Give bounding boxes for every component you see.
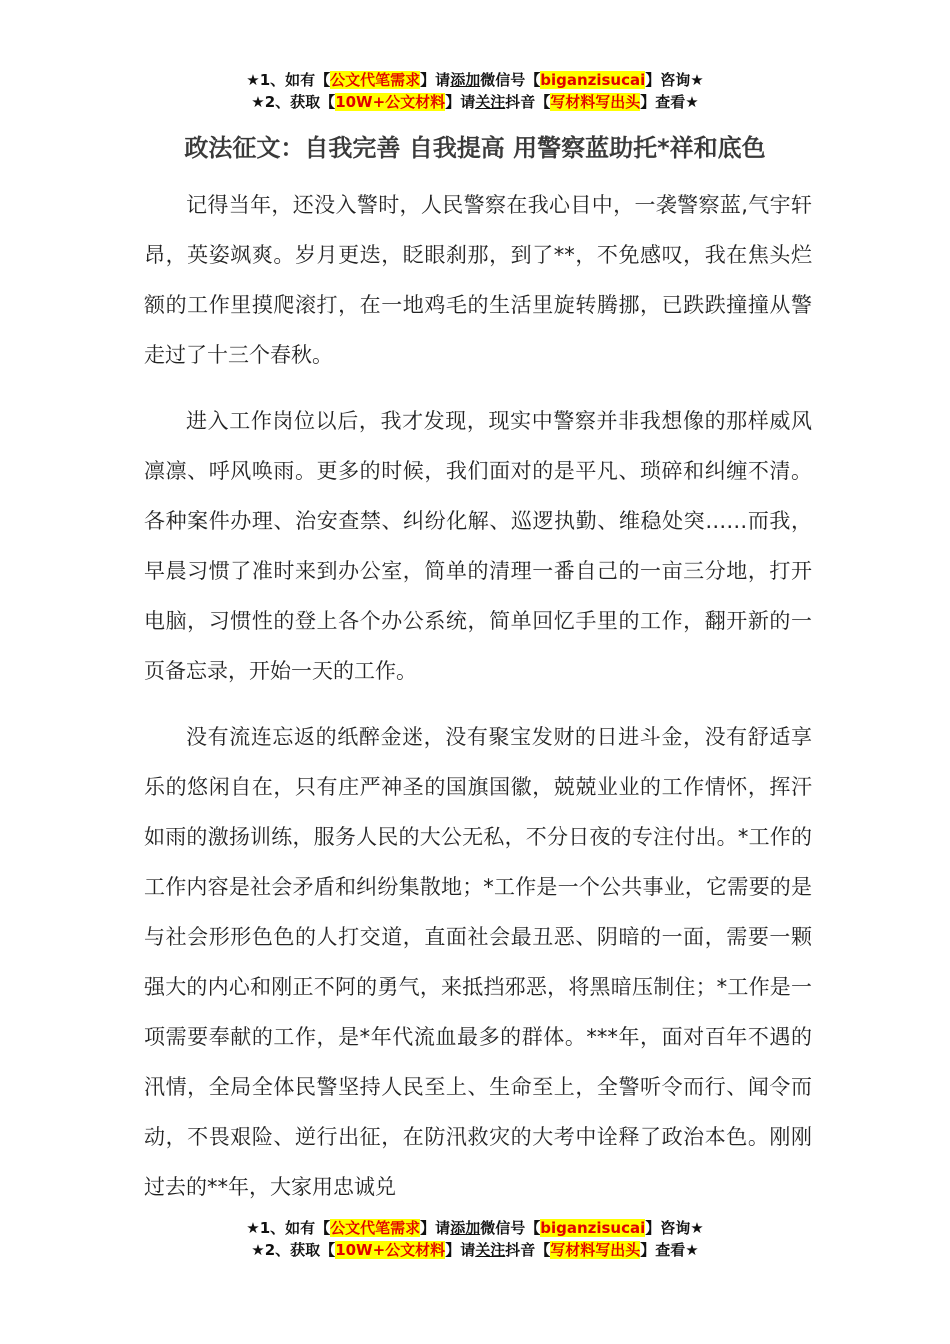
banner-text: 抖音【	[505, 1241, 551, 1259]
banner-line-1	[0, 69, 950, 91]
banner-highlight: 公文代笔需求	[330, 1219, 421, 1237]
banner-text: 】咨询★	[645, 1219, 704, 1237]
banner-highlight: 10W+公文材料	[335, 1241, 446, 1259]
document-title: 政法征文：自我完善 自我提高 用警察蓝助托*祥和底色	[184, 134, 766, 162]
banner-highlight: 公文代笔需求	[330, 71, 421, 89]
banner-highlight: biganzisucai	[540, 71, 646, 89]
banner-line-2	[0, 1239, 950, 1261]
banner-text: 】查看★	[640, 93, 699, 111]
banner-text: 】咨询★	[645, 71, 704, 89]
paragraph: 进入工作岗位以后，我才发现，现实中警察并非我想像的那样威风凛凛、呼风唤雨。更多的时候，我们面对的是平凡、琐碎和纠缠不清。各种案件办理、治安查禁、纠纷化解、巡逻执勤、维稳处突……而我，早晨习惯了准时来到办公室，简单的清理一番自己的一亩三分地，打开电脑，习惯性的登上各个办公系统，简单回忆手里的工作，翻开新的一页备忘录，开始一天的工作。	[144, 409, 812, 683]
banner-text: ★2、获取【	[251, 1241, 336, 1259]
banner-text: 】请	[445, 1241, 476, 1259]
banner-text: 】查看★	[640, 1241, 699, 1259]
document-body	[144, 180, 812, 1228]
paragraph: 记得当年，还没入警时，人民警察在我心目中，一袭警察蓝,气宇轩昂，英姿飒爽。岁月更迭，眨眼刹那，到了**，不免感叹，我在焦头烂额的工作里摸爬滚打，在一地鸡毛的生活里旋转腾挪，已跌跌撞撞从警走过了十三个春秋。	[144, 193, 812, 367]
banner-highlight: 写材料写出头	[550, 1241, 641, 1259]
banner-underline: 添加	[450, 71, 481, 89]
banner-text: 抖音【	[505, 93, 551, 111]
banner-text: ★2、获取【	[251, 93, 336, 111]
paragraph: 没有流连忘返的纸醉金迷，没有聚宝发财的日进斗金，没有舒适享乐的悠闲自在，只有庄严神圣的国旗国徽，兢兢业业的工作情怀，挥汗如雨的激扬训练，服务人民的大公无私，不分日夜的专注付出。*工作的工作内容是社会矛盾和纠纷集散地；*工作是一个公共事业，它需要的是与社会形形色色的人打交道，直面社会最丑恶、阴暗的一面，需要一颗强大的内心和刚正不阿的勇气，来抵挡邪恶，将黑暗压制住；*工作是一项需要奉献的工作，是*年代流血最多的群体。***年，面对百年不遇的汛情，全局全体民警坚持人民至上、生命至上，全警听令而行、闻令而动，不畏艰险、逆行出征，在防汛救灾的大考中诠释了政治本色。刚刚过去的**年，大家用忠诚兑	[144, 725, 812, 1199]
banner-underline: 关注	[475, 1241, 506, 1259]
banner-line-1	[0, 1217, 950, 1239]
banner-text: ★1、如有【	[246, 1219, 331, 1237]
banner-text: ★1、如有【	[246, 71, 331, 89]
header-banner	[0, 69, 950, 113]
banner-text: 微信号【	[480, 1219, 541, 1237]
banner-highlight: biganzisucai	[540, 1219, 646, 1237]
banner-underline: 添加	[450, 1219, 481, 1237]
banner-highlight: 写材料写出头	[550, 93, 641, 111]
banner-text: 】请	[420, 1219, 451, 1237]
banner-underline: 关注	[475, 93, 506, 111]
banner-text: 微信号【	[480, 71, 541, 89]
footer-banner	[0, 1217, 950, 1261]
banner-text: 】请	[445, 93, 476, 111]
banner-highlight: 10W+公文材料	[335, 93, 446, 111]
banner-line-2	[0, 91, 950, 113]
banner-text: 】请	[420, 71, 451, 89]
